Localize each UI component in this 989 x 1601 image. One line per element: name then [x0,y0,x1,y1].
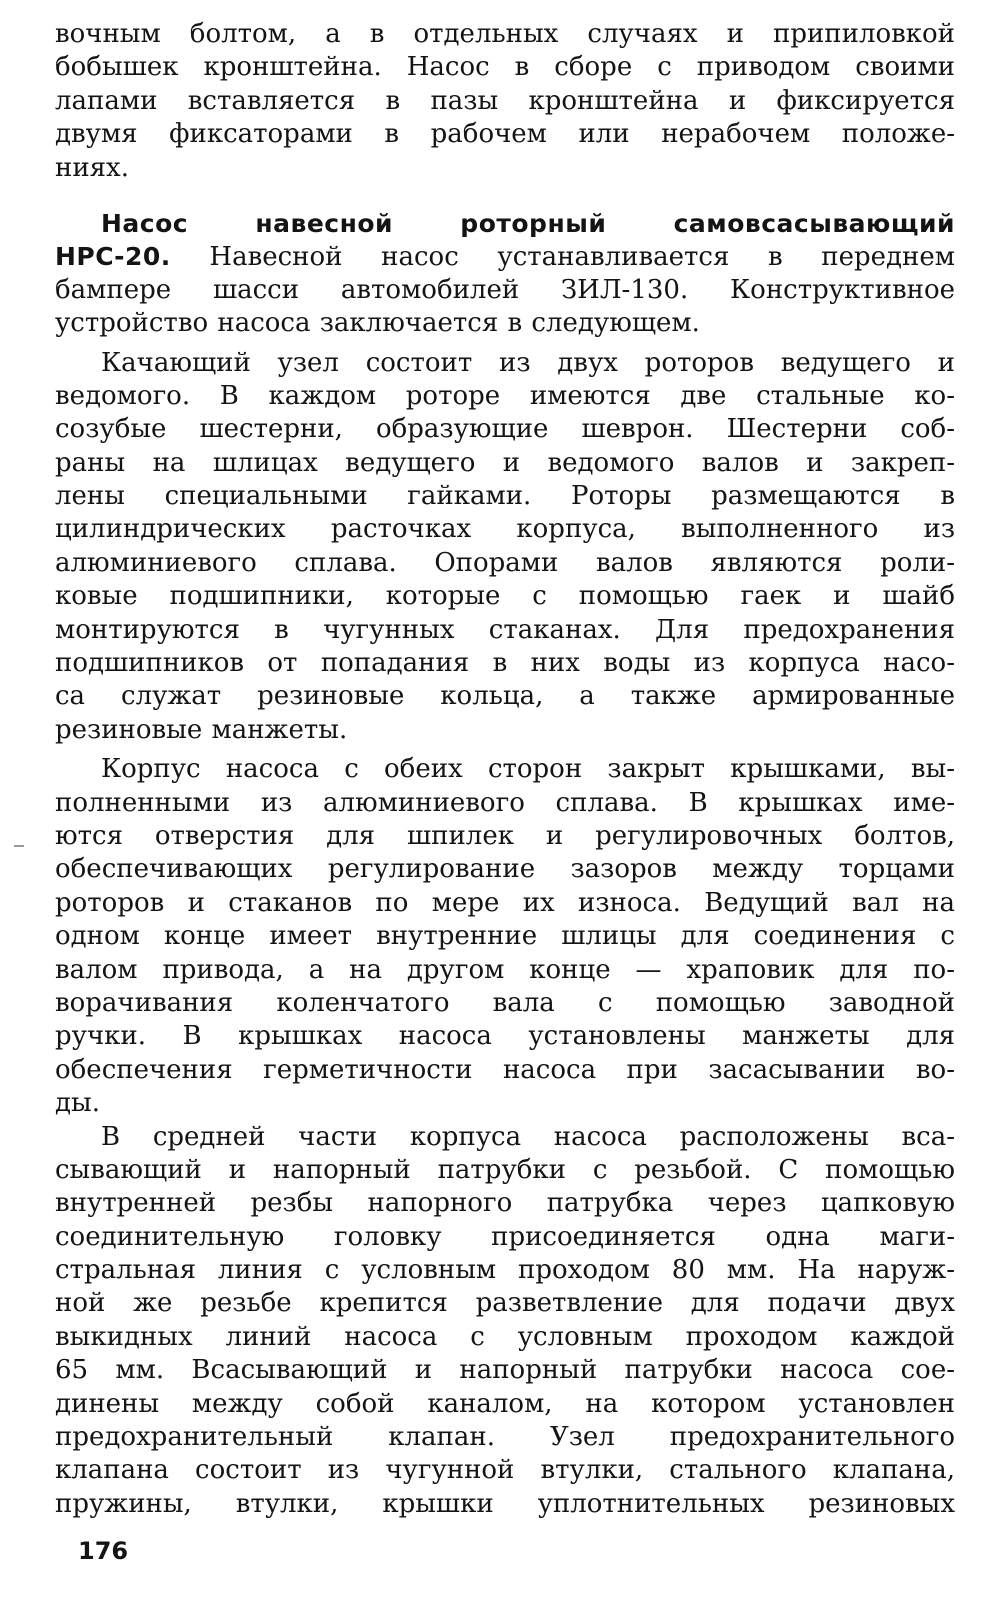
text-line: подшипников от попадания в них воды из корпуса насо- [55,648,955,679]
text-line: одном конце имеет внутренние шлицы для соединения с [55,921,955,952]
heading-continuation: Навесной насос устанавливается в переднем [170,242,955,273]
text-line: ниях. [55,152,129,183]
text-line: предохранительный клапан. Узел предохранительного [55,1422,955,1453]
text-line: алюминиевого сплава. Опорами валов являются роли- [55,547,955,578]
text-line: 65 мм. Всасывающий и напорный патрубки насоса сое- [55,1355,955,1386]
text-line: ются отверстия для шпилек и регулировочных болтов, [55,820,955,851]
text-line: динены между собой каналом, на котором установлен [55,1388,955,1419]
section-heading: Насос навесной роторный самовсасывающий [101,208,955,238]
text-line: устройство насоса заключается в следующем. [55,308,700,339]
text-line: цилиндрических расточках корпуса, выполненного из [55,514,955,545]
text-line: бобышек кронштейна. Насос в сборе с приводом своими [55,52,955,83]
text-line: клапана состоит из чугунной втулки, стального клапана, [55,1455,955,1486]
text-line: валом привода, а на другом конце — храповик для по- [55,954,955,985]
text-line: ной же резьбе крепится разветвление для подачи двух [55,1288,955,1319]
text-line: ручки. В крышках насоса установлены манжеты для [55,1021,955,1052]
text-line: вочным болтом, а в отдельных случаях и припиловкой [55,19,955,49]
text-line: внутренней резбы напорного патрубка через цапковую [55,1188,955,1219]
paragraph-3 [55,347,955,748]
text-line [55,240,955,273]
paragraph-4 [55,753,955,1120]
text-line: полненными из алюминиевого сплава. В крышках име- [55,787,955,818]
text-line: раны на шлицах ведущего и ведомого валов и закреп- [55,447,955,478]
text-line: ды. [55,1088,100,1119]
text-line: соединительную головку присоединяется одна маги- [55,1221,955,1252]
text-line: лапами вставляется в пазы кронштейна и фиксируется [55,85,955,116]
section-heading-code: НРС-20. [55,242,171,272]
text-line: бампере шасси автомобилей ЗИЛ-130. Конструктивное [55,274,955,305]
text-line: лены специальными гайками. Роторы размещаются в [55,481,955,512]
page-number: 176 [78,1537,129,1565]
text-line: обеспечивающих регулирование зазоров между торцами [55,854,955,885]
book-page [55,18,955,1521]
text-line: ковые подшипники, которые с помощью гаек и шайб [55,581,955,612]
text-line: са служат резиновые кольца, а также армированные [55,681,955,712]
text-line: В средней части корпуса насоса расположены вса- [101,1121,955,1152]
text-line: пружины, втулки, крышки уплотнительных резиновых [55,1488,955,1519]
paragraph-1 [55,18,955,185]
margin-mark [14,845,24,847]
text-line: обеспечения герметичности насоса при засасывании во- [55,1054,955,1085]
text-line: ведомого. В каждом роторе имеются две стальные ко- [55,380,955,411]
paragraph-5 [55,1121,955,1522]
text-line: выкидных линий насоса с условным проходом каждой [55,1321,955,1352]
text-line: монтируются в чугунных стаканах. Для предохранения [55,614,955,645]
text-line: стральная линия с условным проходом 80 мм. На наруж- [55,1255,955,1286]
text-line: Корпус насоса с обеих сторон закрыт крышками, вы- [101,754,955,785]
text-line: ворачивания коленчатого вала с помощью заводной [55,987,955,1018]
text-line: созубые шестерни, образующие шеврон. Шестерни соб- [55,414,955,445]
text-line: роторов и стаканов по мере их износа. Ведущий вал на [55,887,955,918]
text-line: двумя фиксаторами в рабочем или нерабочем положе- [55,119,955,150]
text-line: сывающий и напорный патрубки с резьбой. С помощью [55,1154,955,1185]
text-line: резиновые манжеты. [55,714,348,745]
text-line: Качающий узел состоит из двух роторов ведущего и [101,347,955,378]
paragraph-2 [55,207,955,341]
